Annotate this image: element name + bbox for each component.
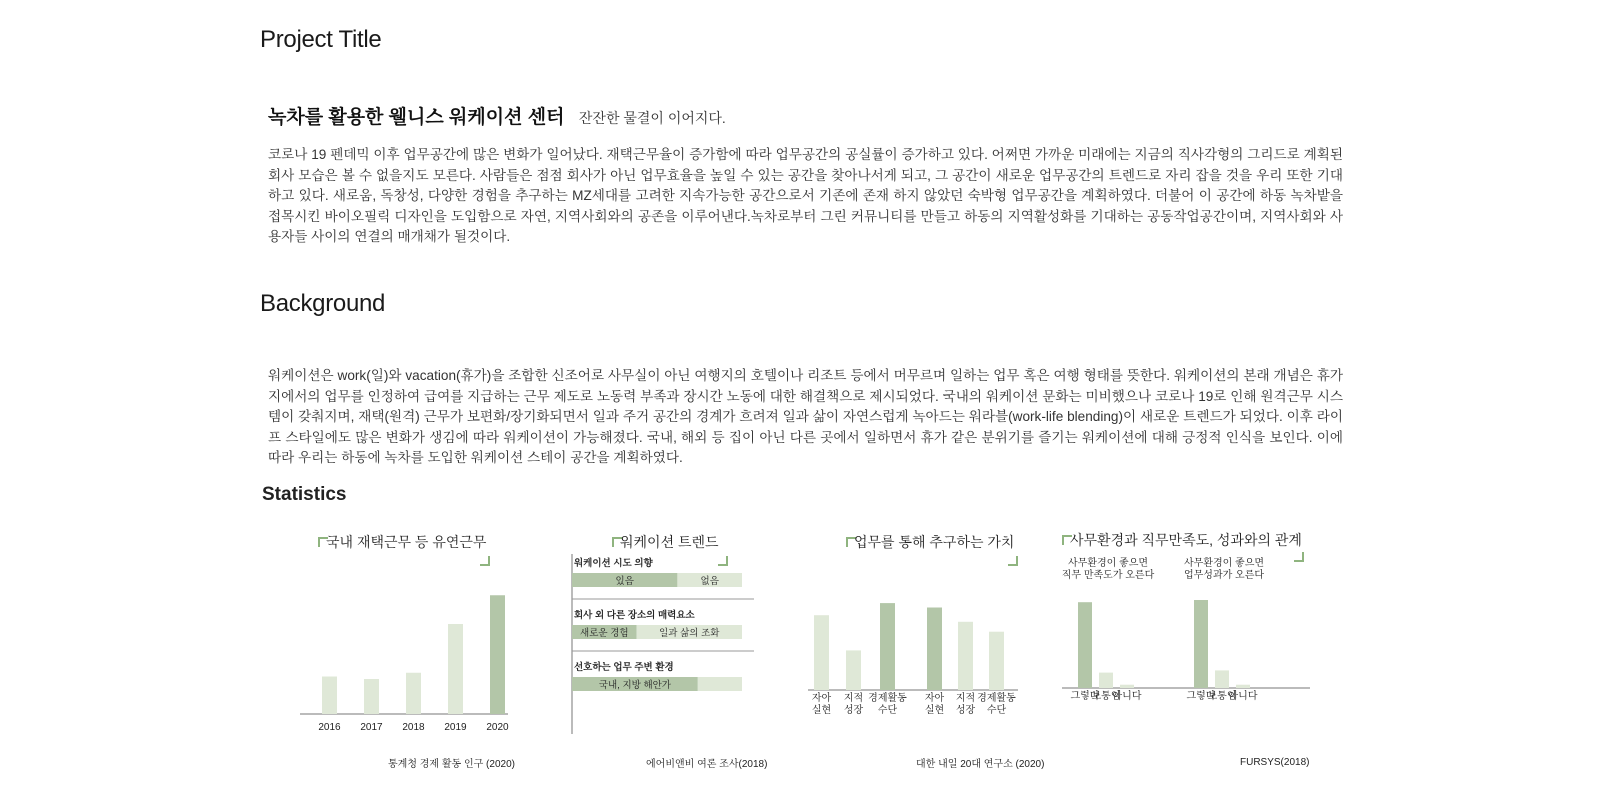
bar: [364, 679, 379, 714]
x-tick-label: 보통임: [1207, 691, 1237, 702]
bar-segment: [698, 677, 742, 691]
x-tick-label: 아니다: [1112, 691, 1142, 702]
group-label: 회사 외 다른 장소의 매력요소: [574, 610, 695, 621]
bar: [1215, 670, 1229, 688]
x-tick-label: 보통임: [1091, 691, 1121, 702]
x-tick-label: 2020: [486, 722, 509, 733]
chart-office-satisfaction-svg: [1060, 554, 1320, 754]
bar: [322, 677, 337, 715]
group-label: 업무성과가 오른다: [1183, 570, 1265, 581]
bar: [958, 622, 973, 690]
chart-work-values: [811, 532, 1058, 782]
x-tick-label: 경제활동: [977, 693, 1016, 704]
x-tick-label: 수단: [877, 705, 898, 716]
segment-label: 일과 삶의 조화: [659, 628, 720, 639]
chart-source: FURSYS(2018): [1240, 757, 1310, 768]
x-tick-label: 성장: [955, 705, 976, 716]
segment-label: 있음: [615, 576, 634, 587]
x-tick-label: 지적: [955, 693, 976, 704]
x-tick-label: 2019: [444, 722, 467, 733]
group-label: 워케이션 시도 의향: [574, 558, 653, 569]
x-tick-label: 아니다: [1228, 691, 1258, 702]
project-heading: Project Title: [260, 26, 382, 53]
group-label: 선호하는 업무 주변 환경: [574, 662, 674, 673]
bar: [448, 624, 463, 714]
project-title: 녹차를 활용한 웰니스 워케이션 센터: [268, 107, 565, 128]
group-label: 직무 만족도가 오른다: [1061, 570, 1155, 581]
chart-title: 국내 재택근무 등 유연근무: [326, 534, 487, 550]
project-title-line: [268, 102, 726, 129]
bar: [1099, 673, 1113, 688]
chart-source: 통계청 경제 활동 인구 (2020): [388, 759, 515, 770]
x-tick-label: 그렇다: [1186, 691, 1216, 702]
bar: [1120, 685, 1134, 688]
chart-title: 업무를 통해 추구하는 가치: [854, 534, 1015, 550]
x-tick-label: 그렇다: [1070, 691, 1100, 702]
bar: [1194, 600, 1208, 688]
x-tick-label: 2016: [318, 722, 341, 733]
chart-source: 에어비앤비 여론 조사(2018): [646, 759, 768, 770]
chart-work-values-svg: [811, 562, 1058, 752]
project-tagline: 잔잔한 물결이 이어지다.: [578, 110, 726, 126]
bar: [927, 608, 942, 691]
group-label: 사무환경이 좋으면: [1067, 558, 1149, 569]
segment-label: 없음: [700, 576, 719, 587]
x-tick-label: 실현: [924, 705, 945, 716]
chart-remote-work: [300, 532, 530, 782]
chart-workation-trend-svg: [572, 554, 772, 744]
bar: [406, 673, 421, 714]
x-tick-label: 경제활동: [868, 693, 907, 704]
statistics-heading: Statistics: [262, 484, 347, 505]
chart-workation-trend: [572, 532, 772, 782]
bar: [490, 595, 505, 714]
x-tick-label: 실현: [811, 705, 832, 716]
segment-label: 국내, 지방 해안가: [598, 680, 671, 691]
bar: [989, 632, 1004, 690]
chart-title: 사무환경과 직무만족도, 성과와의 관계: [1070, 532, 1302, 548]
bar: [1236, 685, 1250, 688]
chart-source: 대한 내일 20대 연구소 (2020): [916, 759, 1045, 770]
x-tick-label: 2018: [402, 722, 425, 733]
bar: [814, 615, 829, 690]
chart-title: 워케이션 트렌드: [620, 534, 719, 550]
project-description: 코로나 19 펜데믹 이후 업무공간에 많은 변화가 일어났다. 재택근무율이 증가함에 따라 업무공간의 공실률이 증가하고 있다. 어쩌면 가까운 미래에는 지금의 직사각형의 그리드로 계획된 회사 모습은 볼 수 없을지도 모른다. 사람들은 점점 회사가 아닌 업무효율을 높일 수 있는 공간을 찾아나서게 되고, 그 공간이 새로운 업무공간의 트렌드로 자리 잡을 것을 우리 또한 기대하고 있다. 새로움, 독창성, 다양한 경험을 추구하는 MZ세대를 고려한 지속가능한 공간으로서 기존에 존재 하지 않았던 숙박형 업무공간을 계획하였다. 더불어 이 공간에 하동 녹차밭을 접목시킨 바이오필릭 디자인을 도입함으로 자연, 지역사회와의 공존을 이루어낸다.녹차로부터 그린 커뮤니티를 만들고 하동의 지역활성화를 기대하는 공동작업공간이며, 지역사회와 사용자들 사이의 연결의 매개채가 될것이다.: [268, 147, 1343, 245]
x-tick-label: 2017: [360, 722, 383, 733]
bar: [1078, 602, 1092, 688]
group-label: 사무환경이 좋으면: [1183, 558, 1265, 569]
x-tick-label: 성장: [843, 705, 864, 716]
x-tick-label: 자아: [924, 693, 945, 704]
bar: [846, 650, 861, 690]
x-tick-label: 수단: [986, 705, 1007, 716]
chart-office-satisfaction: [1060, 532, 1320, 782]
chart-remote-work-svg: [300, 562, 530, 752]
bar: [880, 603, 895, 690]
background-heading: Background: [260, 290, 386, 317]
x-tick-label: 지적: [843, 693, 864, 704]
segment-label: 새로운 경험: [580, 628, 629, 639]
background-description: 워케이션은 work(일)와 vacation(휴가)을 조합한 신조어로 사무실이 아닌 여행지의 호텔이나 리조트 등에서 머무르며 일하는 업무 혹은 여행 형태를 뜻한다. 워케이션의 본래 개념은 휴가지에서의 업무를 인정하여 급여를 지급하는 근무 제도로 노동력 부족과 장시간 노동에 대한 해결책으로 제시되었다. 국내의 워케이션 문화는 미비했으나 코로나 19로 인해 원격근무 시스템이 갖춰지며, 재택(원격) 근무가 보편화/장기화되면서 일과 주거 공간의 경계가 흐려져 일과 삶이 자연스럽게 녹아드는 워라블(work-life blending)이 새로운 트렌드가 되었다. 이후 라이프 스타일에도 많은 변화가 생김에 따라 워케이션이 가능해졌다. 국내, 해외 등 집이 아닌 다른 곳에서 일하면서 휴가 같은 분위기를 즐기는 워케이션에 대해 긍정적 인식을 보인다. 이에 따라 우리는 하동에 녹차를 도입한 워케이션 스테이 공간을 계획하였다.: [268, 368, 1343, 466]
x-tick-label: 자아: [811, 693, 832, 704]
